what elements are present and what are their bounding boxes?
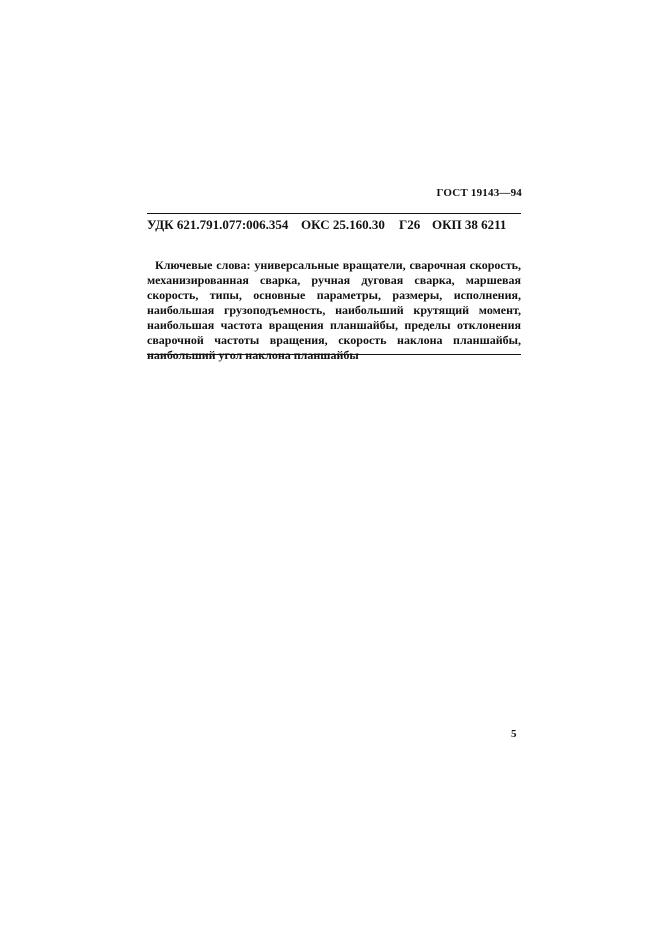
keywords-paragraph: Ключевые слова: универсальные вращатели, сварочная скорость, механизированная сварка, ручная дуговая сварка, маршевая скорость, типы, основные параметры, размеры, исполнения, наибольшая грузоподъемность, наибольший крутящий момент, наибольшая частота вращения планшайбы, пределы отклонения сварочной частоты вращения, скорость наклона планшайбы, наибольший угол наклона планшайбы	[147, 258, 521, 362]
document-code: ГОСТ 19143—94	[436, 187, 522, 199]
top-divider	[147, 213, 521, 214]
group-code: Г26	[399, 217, 421, 232]
page-number: 5	[511, 728, 517, 740]
classification-index-line	[147, 217, 521, 237]
okp-code: ОКП 38 6211	[432, 217, 507, 232]
bottom-divider	[147, 354, 521, 355]
udk-code: УДК 621.791.077:006.354	[147, 217, 289, 232]
oks-code: ОКС 25.160.30	[301, 217, 385, 232]
